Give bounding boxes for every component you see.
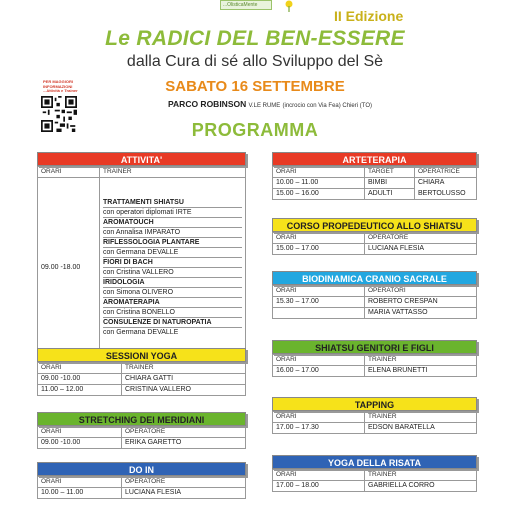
time-cell: 09.00 -10.00 — [38, 438, 122, 449]
stretching-table — [37, 426, 246, 449]
programma-heading: PROGRAMMA — [191, 120, 319, 140]
col-orari: ORARI — [38, 477, 122, 488]
activity-name: AROMATERAPIA — [103, 298, 242, 308]
section-title: DO IN — [37, 462, 246, 476]
col-target: TARGET — [365, 167, 415, 178]
genitori-table — [272, 354, 477, 377]
col-trainer: TRAINER — [122, 363, 246, 374]
event-date: SABATO 16 SETTEMBRE — [165, 78, 345, 95]
col-trainer: TRAINER — [100, 167, 246, 178]
activity-trainer: con Cristina BONELLO — [103, 308, 242, 318]
operator-cell: BERTOLUSSO — [415, 189, 477, 200]
attivita-list — [100, 178, 246, 358]
section-arteterapia — [272, 152, 477, 200]
trainer-cell: ELENA BRUNETTI — [365, 366, 477, 377]
operator-cell: ERIKA GARETTO — [122, 438, 246, 449]
risata-table — [272, 469, 477, 492]
table-row — [273, 189, 477, 200]
arteterapia-table — [272, 166, 477, 200]
operator-cell: ROBERTO CRESPAN — [365, 297, 477, 308]
activity-name: IRIDOLOGIA — [103, 278, 242, 288]
activity-name: TRATTAMENTI SHIATSU — [103, 198, 242, 208]
col-operatore: OPERATORE — [122, 427, 246, 438]
venue-name: PARCO ROBINSON — [168, 99, 247, 109]
col-orari: ORARI — [273, 233, 365, 244]
col-orari: ORARI — [38, 427, 122, 438]
biodinamica-table — [272, 285, 477, 319]
col-orari: ORARI — [38, 363, 122, 374]
col-operatori: OPERATORI — [365, 286, 477, 297]
trainer-cell: GABRIELLA CORRÒ — [365, 481, 477, 492]
section-title: BIODINAMICA CRANIO SACRALE — [272, 271, 477, 285]
activity-trainer: con Simona OLIVERO — [103, 288, 242, 298]
trainer-cell: EDSON BARATELLA — [365, 423, 477, 434]
event-title: Le RADICI DEL BEN-ESSERE — [105, 27, 405, 50]
table-row — [273, 308, 477, 319]
section-yoga — [37, 348, 246, 396]
time-cell: 15.30 – 17.00 — [273, 297, 365, 308]
venue-note: (incrocio con Via Fea) Chieri (TO) — [282, 103, 372, 109]
target-cell: ADULTI — [365, 189, 415, 200]
col-orari: ORARI — [273, 355, 365, 366]
activity-name: CONSULENZE DI NATUROPATIA — [103, 318, 242, 328]
activity-name: AROMATOUCH — [103, 218, 242, 228]
col-trainer: TRAINER — [365, 470, 477, 481]
flower-logo-icon — [282, 0, 296, 12]
table-row — [273, 244, 477, 255]
activity-name: RIFLESSOLOGIA PLANTARE — [103, 238, 242, 248]
logo-text: ...OlisticaMente — [220, 0, 272, 10]
time-cell: 09.00 -10.00 — [38, 374, 122, 385]
section-genitori-figli — [272, 340, 477, 377]
event-subtitle: dalla Cura di sé allo Sviluppo del Sè — [126, 53, 384, 70]
table-row — [273, 481, 477, 492]
col-operatore: OPERATORE — [365, 233, 477, 244]
table-row — [38, 488, 246, 499]
doin-table — [37, 476, 246, 499]
time-cell: 17.00 – 17.30 — [273, 423, 365, 434]
section-title: SHIATSU GENITORI E FIGLI — [272, 340, 477, 354]
table-row — [38, 374, 246, 385]
trainer-cell: CHIARA GATTI — [122, 374, 246, 385]
section-title: SESSIONI YOGA — [37, 348, 246, 362]
yoga-table — [37, 362, 246, 396]
time-cell: 10.00 – 11.00 — [273, 178, 365, 189]
col-orari: ORARI — [38, 167, 100, 178]
col-orari: ORARI — [273, 412, 365, 423]
section-corso-shiatsu — [272, 218, 477, 255]
event-venue — [168, 99, 372, 109]
table-row — [273, 423, 477, 434]
col-trainer: TRAINER — [365, 355, 477, 366]
table-row — [273, 178, 477, 189]
target-cell: BIMBI — [365, 178, 415, 189]
operator-cell: CHIARA — [415, 178, 477, 189]
time-cell: 15.00 – 17.00 — [273, 244, 365, 255]
section-stretching — [37, 412, 246, 449]
section-title: YOGA DELLA RISATA — [272, 455, 477, 469]
col-operatore: OPERATORE — [122, 477, 246, 488]
table-row — [38, 438, 246, 449]
operator-cell: LUCIANA FLESIA — [365, 244, 477, 255]
col-orari: ORARI — [273, 286, 365, 297]
time-cell: 10.00 – 11.00 — [38, 488, 122, 499]
list-item — [103, 218, 242, 238]
activity-trainer: con Cristina VALLERO — [103, 268, 242, 278]
col-trainer: TRAINER — [365, 412, 477, 423]
time-cell-empty — [273, 308, 365, 319]
section-title: STRETCHING DEI MERIDIANI — [37, 412, 246, 426]
section-title: TAPPING — [272, 397, 477, 411]
organizer-logo — [220, 0, 300, 12]
section-tapping — [272, 397, 477, 434]
activity-trainer: con operatori diplomati IRTE — [103, 208, 242, 218]
time-cell: 16.00 – 17.00 — [273, 366, 365, 377]
time-cell: 15.00 – 16.00 — [273, 189, 365, 200]
section-biodinamica — [272, 271, 477, 319]
operator-cell: MARIA VATTASSO — [365, 308, 477, 319]
time-cell: 17.00 – 18.00 — [273, 481, 365, 492]
activity-trainer: con Germana DEVALLE — [103, 329, 179, 336]
edition-label: II Edizione — [334, 8, 404, 24]
list-item — [103, 198, 242, 218]
table-row — [38, 385, 246, 396]
col-orari: ORARI — [273, 167, 365, 178]
corso-table — [272, 232, 477, 255]
activity-trainer: con Annalisa IMPARATO — [103, 228, 242, 238]
trainer-cell: CRISTINA VALLERO — [122, 385, 246, 396]
section-doin — [37, 462, 246, 499]
venue-address: V.LE RUME — [248, 103, 281, 109]
section-title: CORSO PROPEDEUTICO ALLO SHIATSU — [272, 218, 477, 232]
attivita-table — [37, 166, 246, 358]
list-item — [103, 258, 242, 278]
section-title: ATTIVITA' — [37, 152, 246, 166]
activity-name: FIORI DI BACH — [103, 258, 242, 268]
col-orari: ORARI — [273, 470, 365, 481]
activity-trainer: con Germana DEVALLE — [103, 248, 242, 258]
section-title: ARTETERAPIA — [272, 152, 477, 166]
col-operatrice: OPERATRICE — [415, 167, 477, 178]
time-cell: 11.00 – 12.00 — [38, 385, 122, 396]
operator-cell: LUCIANA FLESIA — [122, 488, 246, 499]
section-attivita — [37, 152, 246, 358]
attivita-time: 09.00 -18.00 — [38, 178, 100, 358]
list-item — [103, 278, 242, 298]
list-item — [103, 238, 242, 258]
list-item — [103, 318, 242, 337]
list-item — [103, 298, 242, 318]
section-yoga-risata — [272, 455, 477, 492]
table-row — [273, 297, 477, 308]
tapping-table — [272, 411, 477, 434]
qr-note: PER MAGGIORI INFORMAZIONI ...Attività e Trainer — [43, 79, 78, 93]
table-row — [273, 366, 477, 377]
